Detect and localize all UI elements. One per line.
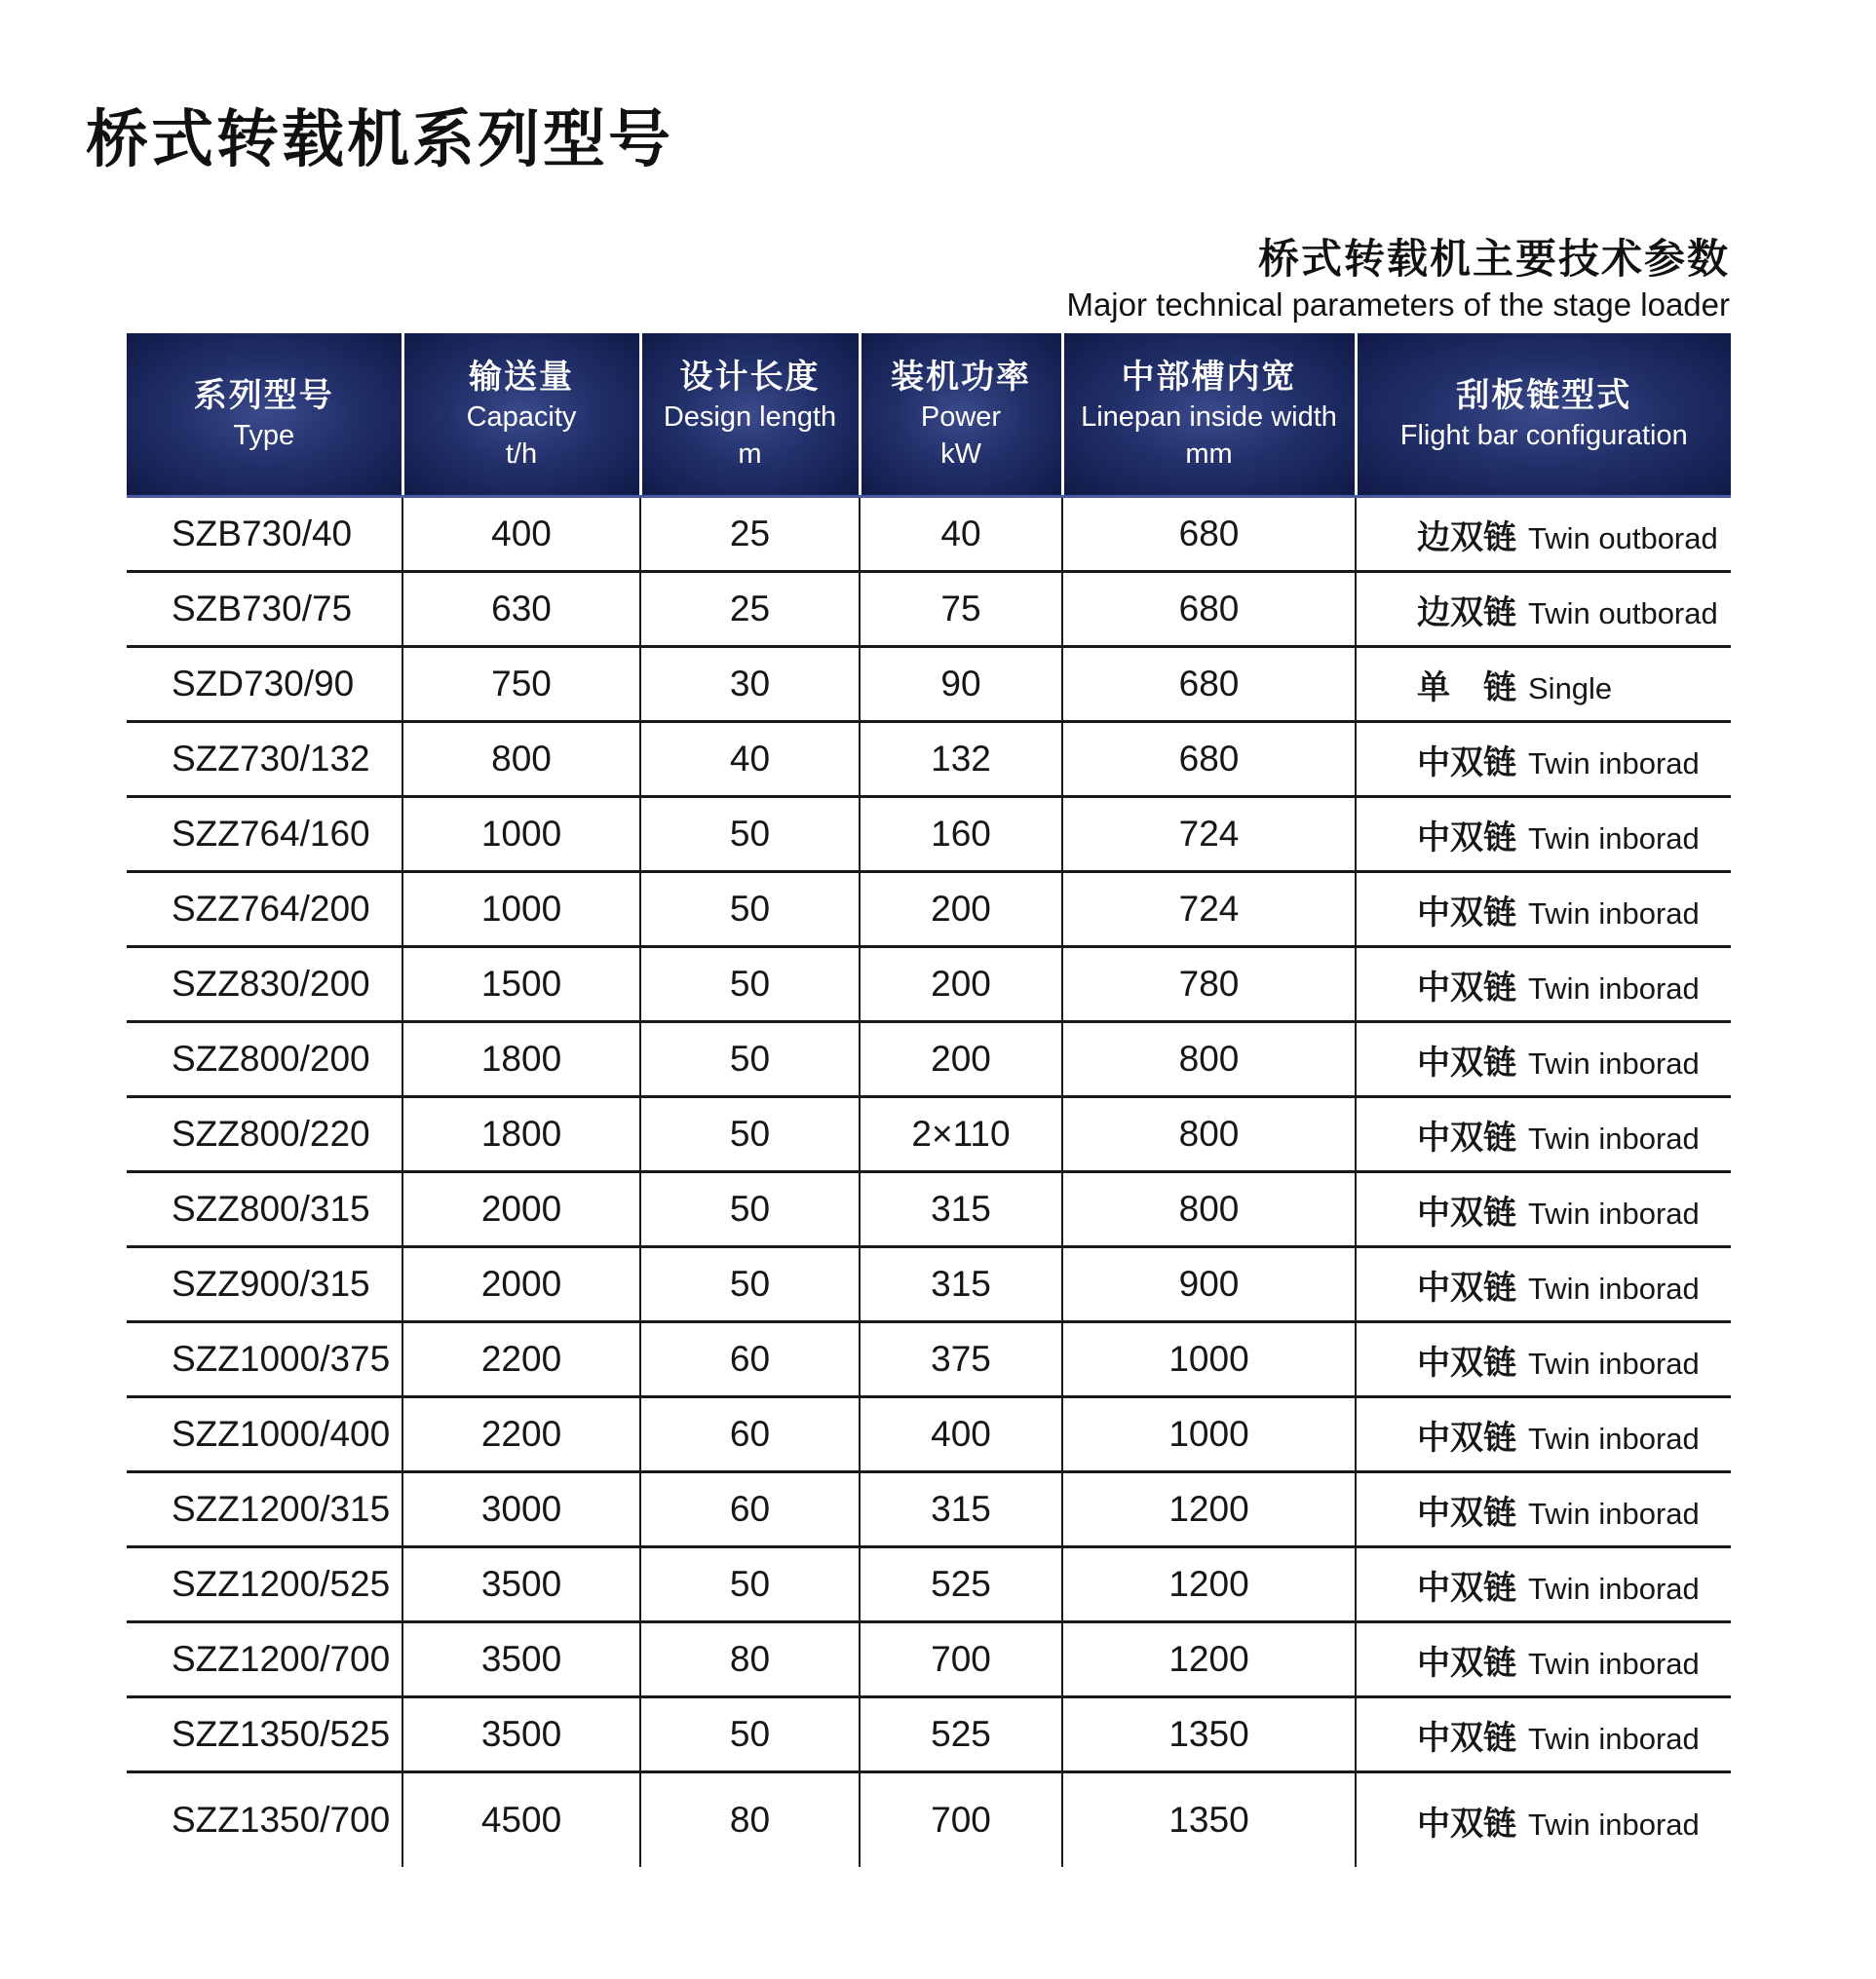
cell-linepan-width: 680 bbox=[1062, 722, 1356, 797]
cell-linepan-width: 1350 bbox=[1062, 1697, 1356, 1772]
cell-design-length: 30 bbox=[640, 647, 860, 722]
header-row bbox=[127, 333, 1731, 497]
cell-type: SZD730/90 bbox=[127, 647, 402, 722]
flight-bar-en: Twin outborad bbox=[1528, 595, 1718, 630]
flight-bar-cn: 边双链 bbox=[1417, 592, 1516, 632]
cell-flight-bar bbox=[1356, 1547, 1731, 1622]
cell-capacity: 2000 bbox=[402, 1247, 640, 1322]
cell-design-length: 50 bbox=[640, 872, 860, 947]
table-row bbox=[127, 1097, 1731, 1172]
flight-bar-en: Twin outborad bbox=[1528, 520, 1718, 555]
cell-capacity: 1000 bbox=[402, 797, 640, 872]
cell-linepan-width: 680 bbox=[1062, 572, 1356, 647]
cell-capacity: 2000 bbox=[402, 1172, 640, 1247]
flight-bar-en: Twin inborad bbox=[1528, 1721, 1700, 1756]
cell-design-length: 25 bbox=[640, 497, 860, 572]
cell-capacity: 1800 bbox=[402, 1097, 640, 1172]
cell-type: SZZ1200/315 bbox=[127, 1472, 402, 1547]
table-row bbox=[127, 947, 1731, 1022]
flight-bar-cn: 单 链 bbox=[1417, 667, 1516, 707]
header-flight-bar bbox=[1356, 333, 1731, 497]
cell-linepan-width: 680 bbox=[1062, 497, 1356, 572]
cell-flight-bar bbox=[1356, 1172, 1731, 1247]
cell-type: SZZ900/315 bbox=[127, 1247, 402, 1322]
cell-power: 200 bbox=[860, 1022, 1062, 1097]
flight-bar-cn: 中双链 bbox=[1417, 1568, 1516, 1608]
header-design-length-unit: m bbox=[738, 438, 762, 470]
cell-linepan-width: 900 bbox=[1062, 1247, 1356, 1322]
cell-power: 525 bbox=[860, 1547, 1062, 1622]
cell-capacity: 800 bbox=[402, 722, 640, 797]
header-type-cn: 系列型号 bbox=[193, 376, 334, 415]
flight-bar-en: Twin inborad bbox=[1528, 1807, 1700, 1842]
cell-flight-bar bbox=[1356, 1472, 1731, 1547]
cell-capacity: 4500 bbox=[402, 1772, 640, 1868]
cell-capacity: 2200 bbox=[402, 1397, 640, 1472]
cell-flight-bar bbox=[1356, 1247, 1731, 1322]
header-power-en: Power bbox=[920, 401, 1002, 433]
cell-capacity: 1000 bbox=[402, 872, 640, 947]
header-capacity-cn: 输送量 bbox=[469, 358, 574, 397]
flight-bar-en: Twin inborad bbox=[1528, 1196, 1700, 1231]
cell-power: 200 bbox=[860, 947, 1062, 1022]
cell-linepan-width: 800 bbox=[1062, 1022, 1356, 1097]
flight-bar-cn: 边双链 bbox=[1417, 517, 1516, 557]
table-caption-en: Major technical parameters of the stage loader bbox=[1066, 286, 1730, 323]
cell-design-length: 25 bbox=[640, 572, 860, 647]
cell-capacity: 3500 bbox=[402, 1697, 640, 1772]
flight-bar-en: Twin inborad bbox=[1528, 1346, 1700, 1381]
header-design-length-en: Design length bbox=[663, 401, 837, 433]
cell-capacity: 3000 bbox=[402, 1472, 640, 1547]
cell-capacity: 1500 bbox=[402, 947, 640, 1022]
table-row bbox=[127, 1247, 1731, 1322]
flight-bar-en: Twin inborad bbox=[1528, 1046, 1700, 1081]
cell-capacity: 3500 bbox=[402, 1622, 640, 1697]
table-row bbox=[127, 1547, 1731, 1622]
cell-design-length: 50 bbox=[640, 1097, 860, 1172]
cell-capacity: 1800 bbox=[402, 1022, 640, 1097]
cell-design-length: 80 bbox=[640, 1622, 860, 1697]
table-row bbox=[127, 647, 1731, 722]
spec-table-header bbox=[127, 333, 1731, 497]
flight-bar-en: Twin inborad bbox=[1528, 1571, 1700, 1606]
spec-table-body bbox=[127, 497, 1731, 1868]
flight-bar-cn: 中双链 bbox=[1417, 818, 1516, 857]
cell-type: SZZ800/220 bbox=[127, 1097, 402, 1172]
cell-type: SZZ764/160 bbox=[127, 797, 402, 872]
cell-flight-bar bbox=[1356, 1772, 1731, 1868]
flight-bar-cn: 中双链 bbox=[1417, 968, 1516, 1008]
table-row bbox=[127, 1322, 1731, 1397]
cell-flight-bar bbox=[1356, 1322, 1731, 1397]
cell-power: 90 bbox=[860, 647, 1062, 722]
cell-type: SZB730/75 bbox=[127, 572, 402, 647]
header-design-length bbox=[640, 333, 860, 497]
cell-design-length: 60 bbox=[640, 1322, 860, 1397]
flight-bar-en: Twin inborad bbox=[1528, 1496, 1700, 1531]
header-type bbox=[127, 333, 402, 497]
cell-power: 400 bbox=[860, 1397, 1062, 1472]
cell-power: 200 bbox=[860, 872, 1062, 947]
flight-bar-cn: 中双链 bbox=[1417, 1643, 1516, 1683]
cell-capacity: 630 bbox=[402, 572, 640, 647]
flight-bar-cn: 中双链 bbox=[1417, 893, 1516, 932]
cell-design-length: 80 bbox=[640, 1772, 860, 1868]
flight-bar-cn: 中双链 bbox=[1417, 1268, 1516, 1308]
cell-type: SZZ730/132 bbox=[127, 722, 402, 797]
cell-capacity: 750 bbox=[402, 647, 640, 722]
table-row bbox=[127, 1172, 1731, 1247]
cell-linepan-width: 1200 bbox=[1062, 1547, 1356, 1622]
cell-flight-bar bbox=[1356, 647, 1731, 722]
cell-type: SZZ764/200 bbox=[127, 872, 402, 947]
table-row bbox=[127, 497, 1731, 572]
cell-type: SZB730/40 bbox=[127, 497, 402, 572]
cell-power: 160 bbox=[860, 797, 1062, 872]
table-row bbox=[127, 1022, 1731, 1097]
header-design-length-cn: 设计长度 bbox=[679, 358, 821, 397]
table-row bbox=[127, 1697, 1731, 1772]
cell-power: 375 bbox=[860, 1322, 1062, 1397]
cell-power: 700 bbox=[860, 1622, 1062, 1697]
cell-design-length: 50 bbox=[640, 947, 860, 1022]
flight-bar-en: Twin inborad bbox=[1528, 1121, 1700, 1156]
cell-capacity: 3500 bbox=[402, 1547, 640, 1622]
flight-bar-cn: 中双链 bbox=[1417, 1118, 1516, 1158]
cell-flight-bar bbox=[1356, 572, 1731, 647]
flight-bar-cn: 中双链 bbox=[1417, 1343, 1516, 1383]
cell-power: 2×110 bbox=[860, 1097, 1062, 1172]
header-power bbox=[860, 333, 1062, 497]
flight-bar-en: Twin inborad bbox=[1528, 1646, 1700, 1681]
cell-power: 525 bbox=[860, 1697, 1062, 1772]
header-flight-bar-cn: 刮板链型式 bbox=[1456, 376, 1632, 415]
cell-flight-bar bbox=[1356, 797, 1731, 872]
table-row bbox=[127, 1622, 1731, 1697]
cell-type: SZZ1350/700 bbox=[127, 1772, 402, 1868]
table-row bbox=[127, 1397, 1731, 1472]
page-title: 桥式转载机系列型号 bbox=[86, 104, 673, 176]
cell-capacity: 2200 bbox=[402, 1322, 640, 1397]
flight-bar-cn: 中双链 bbox=[1417, 742, 1516, 782]
cell-linepan-width: 780 bbox=[1062, 947, 1356, 1022]
flight-bar-cn: 中双链 bbox=[1417, 1043, 1516, 1083]
header-capacity bbox=[402, 333, 640, 497]
cell-flight-bar bbox=[1356, 947, 1731, 1022]
cell-power: 75 bbox=[860, 572, 1062, 647]
header-linepan-width-unit: mm bbox=[1185, 438, 1233, 470]
cell-linepan-width: 724 bbox=[1062, 872, 1356, 947]
table-row bbox=[127, 1472, 1731, 1547]
flight-bar-en: Single bbox=[1528, 670, 1613, 705]
cell-flight-bar bbox=[1356, 1022, 1731, 1097]
cell-linepan-width: 724 bbox=[1062, 797, 1356, 872]
flight-bar-cn: 中双链 bbox=[1417, 1493, 1516, 1533]
header-linepan-width-en: Linepan inside width bbox=[1081, 401, 1337, 433]
cell-design-length: 50 bbox=[640, 1547, 860, 1622]
cell-design-length: 40 bbox=[640, 722, 860, 797]
cell-flight-bar bbox=[1356, 722, 1731, 797]
header-linepan-width-cn: 中部槽内宽 bbox=[1121, 358, 1297, 397]
table-row bbox=[127, 797, 1731, 872]
header-power-cn: 装机功率 bbox=[891, 358, 1031, 397]
header-linepan-width bbox=[1062, 333, 1356, 497]
cell-power: 315 bbox=[860, 1247, 1062, 1322]
table-caption-cn: 桥式转载机主要技术参数 bbox=[1257, 235, 1730, 283]
cell-design-length: 50 bbox=[640, 1247, 860, 1322]
cell-type: SZZ1200/700 bbox=[127, 1622, 402, 1697]
cell-type: SZZ800/200 bbox=[127, 1022, 402, 1097]
flight-bar-en: Twin inborad bbox=[1528, 745, 1700, 780]
table-row bbox=[127, 722, 1731, 797]
cell-design-length: 50 bbox=[640, 1697, 860, 1772]
cell-capacity: 400 bbox=[402, 497, 640, 572]
table-row bbox=[127, 572, 1731, 647]
cell-linepan-width: 680 bbox=[1062, 647, 1356, 722]
cell-design-length: 50 bbox=[640, 1022, 860, 1097]
cell-type: SZZ1200/525 bbox=[127, 1547, 402, 1622]
cell-type: SZZ1000/375 bbox=[127, 1322, 402, 1397]
cell-type: SZZ1000/400 bbox=[127, 1397, 402, 1472]
header-power-unit: kW bbox=[940, 438, 981, 470]
header-type-en: Type bbox=[233, 420, 295, 451]
cell-power: 700 bbox=[860, 1772, 1062, 1868]
flight-bar-cn: 中双链 bbox=[1417, 1193, 1516, 1233]
cell-linepan-width: 1000 bbox=[1062, 1397, 1356, 1472]
flight-bar-en: Twin inborad bbox=[1528, 895, 1700, 931]
cell-flight-bar bbox=[1356, 497, 1731, 572]
table-caption bbox=[1066, 234, 1730, 325]
spec-table bbox=[127, 333, 1731, 1867]
flight-bar-en: Twin inborad bbox=[1528, 970, 1700, 1006]
cell-linepan-width: 1200 bbox=[1062, 1622, 1356, 1697]
cell-power: 315 bbox=[860, 1472, 1062, 1547]
header-capacity-en: Capacity bbox=[466, 401, 577, 433]
cell-linepan-width: 1200 bbox=[1062, 1472, 1356, 1547]
cell-design-length: 50 bbox=[640, 1172, 860, 1247]
cell-flight-bar bbox=[1356, 1622, 1731, 1697]
cell-flight-bar bbox=[1356, 1697, 1731, 1772]
cell-type: SZZ800/315 bbox=[127, 1172, 402, 1247]
flight-bar-en: Twin inborad bbox=[1528, 1271, 1700, 1306]
cell-design-length: 60 bbox=[640, 1397, 860, 1472]
cell-type: SZZ1350/525 bbox=[127, 1697, 402, 1772]
flight-bar-cn: 中双链 bbox=[1417, 1418, 1516, 1458]
cell-power: 132 bbox=[860, 722, 1062, 797]
cell-flight-bar bbox=[1356, 1097, 1731, 1172]
flight-bar-cn: 中双链 bbox=[1417, 1718, 1516, 1758]
cell-design-length: 60 bbox=[640, 1472, 860, 1547]
cell-power: 315 bbox=[860, 1172, 1062, 1247]
cell-linepan-width: 800 bbox=[1062, 1097, 1356, 1172]
cell-flight-bar bbox=[1356, 872, 1731, 947]
cell-flight-bar bbox=[1356, 1397, 1731, 1472]
flight-bar-en: Twin inborad bbox=[1528, 820, 1700, 856]
cell-design-length: 50 bbox=[640, 797, 860, 872]
cell-linepan-width: 1350 bbox=[1062, 1772, 1356, 1868]
cell-linepan-width: 1000 bbox=[1062, 1322, 1356, 1397]
table-row bbox=[127, 872, 1731, 947]
flight-bar-en: Twin inborad bbox=[1528, 1421, 1700, 1456]
table-row bbox=[127, 1772, 1731, 1868]
header-flight-bar-en: Flight bar configuration bbox=[1399, 420, 1688, 451]
flight-bar-cn: 中双链 bbox=[1417, 1804, 1516, 1844]
cell-linepan-width: 800 bbox=[1062, 1172, 1356, 1247]
header-capacity-unit: t/h bbox=[505, 438, 538, 470]
cell-type: SZZ830/200 bbox=[127, 947, 402, 1022]
cell-power: 40 bbox=[860, 497, 1062, 572]
